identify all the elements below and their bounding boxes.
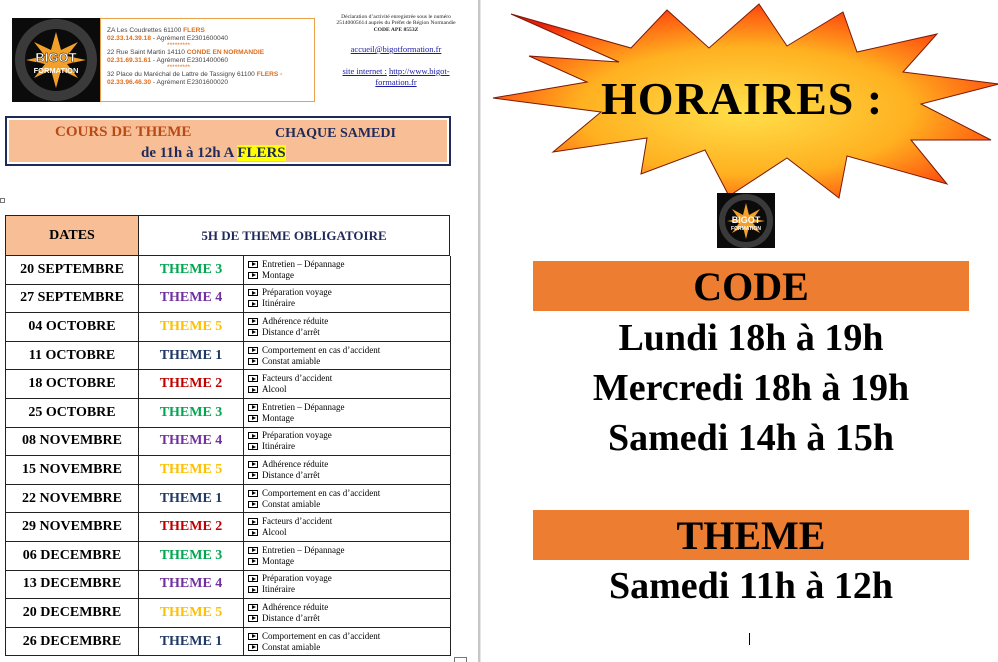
topic-item (248, 584, 450, 595)
topic-text: Alcool (262, 384, 287, 395)
arrow-box-icon (248, 415, 258, 422)
topic-text: Itinéraire (262, 441, 295, 452)
topic-item (248, 373, 450, 384)
topic-item (248, 613, 450, 624)
email-link[interactable]: accueil@bigotformation.fr (350, 44, 442, 54)
code-schedule-line: Mercredi 18h à 19h (592, 367, 910, 409)
arrow-box-icon (248, 347, 258, 354)
row-date: 04 OCTOBRE (6, 313, 139, 341)
arrow-box-icon (248, 272, 258, 279)
table-row (5, 571, 451, 600)
table-row (5, 342, 451, 371)
topic-item (248, 345, 450, 356)
arrow-box-icon (248, 604, 258, 611)
table-row (5, 542, 451, 571)
topic-text: Itinéraire (262, 584, 295, 595)
row-date: 06 DECEMBRE (6, 542, 139, 570)
topic-item (248, 287, 450, 298)
arrow-box-icon (248, 490, 258, 497)
row-date: 22 NOVEMBRE (6, 485, 139, 513)
topic-text: Distance d’arrêt (262, 469, 320, 480)
topic-text: Distance d’arrêt (262, 612, 320, 623)
address-line: 32 Place du Maréchal de Lattre de Tassigny 61100 FLERS - (107, 71, 283, 79)
arrow-box-icon (248, 432, 258, 439)
topic-item (248, 430, 450, 441)
arrow-box-icon (248, 386, 258, 393)
topic-text: Constat amiable (262, 498, 321, 509)
row-topics (244, 485, 450, 513)
arrow-box-icon (248, 329, 258, 336)
row-date: 25 OCTOBRE (6, 399, 139, 427)
row-theme: THEME 3 (139, 542, 244, 570)
schedule-table-body (5, 256, 451, 656)
arrow-box-icon (248, 443, 258, 450)
topic-text: Adhérence réduite (262, 315, 329, 326)
topic-text: Entretien – Dépannage (262, 258, 345, 269)
table-row (5, 456, 451, 485)
website-link[interactable]: site internet : http://www.bigot- formation.fr (342, 66, 450, 87)
row-topics (244, 342, 450, 370)
address-box (100, 18, 315, 102)
topic-text: Montage (262, 555, 294, 566)
arrow-box-icon (248, 472, 258, 479)
horaires-headline: HORAIRES : (601, 73, 884, 124)
topic-item (248, 602, 450, 613)
row-theme: THEME 3 (139, 399, 244, 427)
row-topics (244, 628, 450, 656)
topic-item (248, 516, 450, 527)
topic-text: Comportement en cas d’accident (262, 487, 381, 498)
arrow-box-icon (248, 529, 258, 536)
row-topics (244, 256, 450, 284)
row-topics (244, 285, 450, 313)
phone-line: 02.31.69.31.61 - Agrément E2301400060 (107, 57, 228, 65)
arrow-box-icon (248, 501, 258, 508)
topic-text: Préparation voyage (262, 287, 332, 298)
topic-item (248, 488, 450, 499)
arrow-box-icon (248, 644, 258, 651)
row-date: 20 DECEMBRE (6, 599, 139, 627)
topic-item (248, 459, 450, 470)
arrow-box-icon (248, 518, 258, 525)
row-date: 27 SEPTEMBRE (6, 285, 139, 313)
arrow-box-icon (248, 289, 258, 296)
topic-text: Préparation voyage (262, 573, 332, 584)
topic-text: Itinéraire (262, 298, 295, 309)
table-row (5, 285, 451, 314)
row-topics (244, 513, 450, 541)
row-theme: THEME 4 (139, 428, 244, 456)
separator: ********* (167, 42, 191, 50)
topic-item (248, 298, 450, 309)
topic-item (248, 402, 450, 413)
table-row (5, 313, 451, 342)
row-theme: THEME 5 (139, 313, 244, 341)
row-topics (244, 313, 450, 341)
bigot-formation-logo (12, 18, 100, 102)
column-header-theme: 5H DE THEME OBLIGATOIRE (201, 227, 387, 243)
row-theme: THEME 2 (139, 513, 244, 541)
left-page (0, 0, 478, 662)
arrow-box-icon (248, 461, 258, 468)
table-row (5, 399, 451, 428)
topic-text: Constat amiable (262, 355, 321, 366)
table-row (5, 370, 451, 399)
declaration-text: Déclaration d’activité enregistrée sous le numéro 25140005614 auprès du Préfet de Région Normandie CODE APE 8553Z (336, 14, 456, 33)
table-move-handle[interactable] (0, 198, 5, 203)
row-topics (244, 370, 450, 398)
theme-schedule-line: Samedi 11h à 12h (608, 565, 894, 607)
column-header-dates: DATES (6, 216, 139, 255)
topic-item (248, 527, 450, 538)
banner-time: de 11h à 12h A FLERS (141, 145, 286, 161)
arrow-box-icon (248, 404, 258, 411)
course-banner (5, 116, 451, 166)
topic-item (248, 545, 450, 556)
table-resize-handle[interactable] (454, 657, 467, 662)
arrow-box-icon (248, 358, 258, 365)
bigot-formation-small-logo (717, 193, 775, 248)
row-date: 11 OCTOBRE (6, 342, 139, 370)
banner-saturday: CHAQUE SAMEDI (275, 126, 396, 141)
topic-text: Comportement en cas d’accident (262, 344, 381, 355)
row-topics (244, 542, 450, 570)
topic-item (248, 556, 450, 567)
arrow-box-icon (248, 261, 258, 268)
row-topics (244, 599, 450, 627)
address-line: 22 Rue Saint Martin 14110 CONDE EN NORMANDIE (107, 49, 265, 57)
topic-item (248, 499, 450, 510)
topic-text: Comportement en cas d’accident (262, 630, 381, 641)
topic-text: Facteurs d’accident (262, 373, 333, 384)
table-row (5, 428, 451, 457)
topic-text: Facteurs d’accident (262, 516, 333, 527)
small-logo-brand: BIGOT (731, 215, 761, 225)
table-row (5, 256, 451, 285)
arrow-box-icon (248, 547, 258, 554)
row-theme: THEME 5 (139, 456, 244, 484)
table-row (5, 599, 451, 628)
topic-text: Alcool (262, 527, 287, 538)
topic-item (248, 270, 450, 281)
table-row (5, 628, 451, 657)
topic-item (248, 413, 450, 424)
topic-item (248, 327, 450, 338)
arrow-box-icon (248, 318, 258, 325)
text-cursor (749, 633, 750, 645)
topic-text: Entretien – Dépannage (262, 544, 345, 555)
row-theme: THEME 4 (139, 285, 244, 313)
small-logo-brand-2: FORMATION (731, 226, 761, 232)
row-theme: THEME 1 (139, 628, 244, 656)
logo-brand-2: FORMATION (33, 66, 79, 75)
topic-text: Adhérence réduite (262, 458, 329, 469)
arrow-box-icon (248, 575, 258, 582)
row-theme: THEME 3 (139, 256, 244, 284)
row-topics (244, 428, 450, 456)
code-heading: CODE (533, 261, 969, 311)
arrow-box-icon (248, 558, 258, 565)
topic-item (248, 384, 450, 395)
topic-item (248, 441, 450, 452)
topic-item (248, 631, 450, 642)
topic-text: Constat amiable (262, 641, 321, 652)
row-date: 15 NOVEMBRE (6, 456, 139, 484)
right-page (481, 0, 998, 662)
topic-item (248, 573, 450, 584)
topic-text: Préparation voyage (262, 430, 332, 441)
row-date: 08 NOVEMBRE (6, 428, 139, 456)
row-date: 13 DECEMBRE (6, 571, 139, 599)
address-line: ZA Les Coudrettes 61100 FLERS (107, 27, 205, 34)
topic-item (248, 259, 450, 270)
arrow-box-icon (248, 300, 258, 307)
table-row (5, 485, 451, 514)
row-theme: THEME 5 (139, 599, 244, 627)
phone-line: 02.33.96.46.30 - Agrément E2301600020 (107, 79, 228, 87)
topic-item (248, 642, 450, 653)
separator: ********* (167, 64, 191, 72)
row-date: 26 DECEMBRE (6, 628, 139, 656)
code-schedule-line: Lundi 18h à 19h (618, 317, 884, 359)
row-theme: THEME 2 (139, 370, 244, 398)
row-theme: THEME 1 (139, 485, 244, 513)
row-date: 20 SEPTEMBRE (6, 256, 139, 284)
row-topics (244, 399, 450, 427)
topic-text: Montage (262, 269, 294, 280)
arrow-box-icon (248, 615, 258, 622)
topic-text: Montage (262, 412, 294, 423)
schedule-table-header (5, 215, 450, 256)
topic-text: Distance d’arrêt (262, 326, 320, 337)
topic-text: Entretien – Dépannage (262, 401, 345, 412)
code-schedule-line: Samedi 14h à 15h (607, 417, 895, 459)
row-theme: THEME 4 (139, 571, 244, 599)
topic-item (248, 470, 450, 481)
row-theme: THEME 1 (139, 342, 244, 370)
logo-brand: BIGOT (35, 50, 77, 65)
row-date: 29 NOVEMBRE (6, 513, 139, 541)
row-topics (244, 456, 450, 484)
topic-text: Adhérence réduite (262, 601, 329, 612)
arrow-box-icon (248, 633, 258, 640)
arrow-box-icon (248, 375, 258, 382)
topic-item (248, 316, 450, 327)
row-topics (244, 571, 450, 599)
topic-item (248, 356, 450, 367)
table-row (5, 513, 451, 542)
phone-line: 02.33.14.39.18 - Agrément E2301600040 (107, 35, 228, 43)
theme-heading: THEME (533, 510, 969, 560)
banner-title: COURS DE THEME (55, 124, 192, 140)
row-date: 18 OCTOBRE (6, 370, 139, 398)
arrow-box-icon (248, 586, 258, 593)
